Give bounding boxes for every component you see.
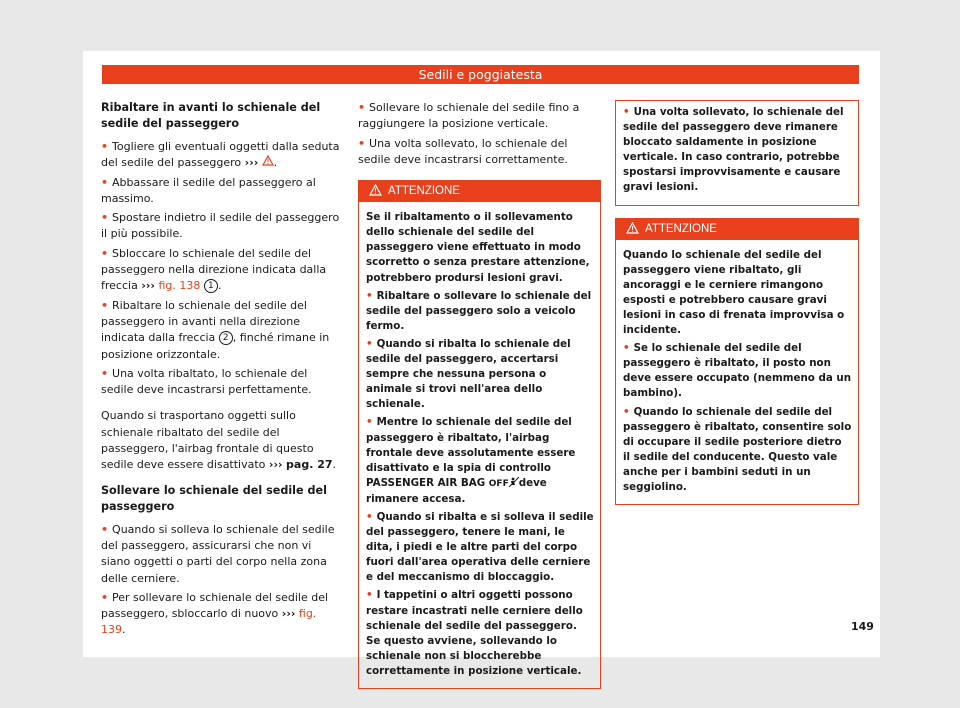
bullet-icon: • [101, 211, 109, 225]
warning-item: • Quando si ribalta lo schienale del sedile del passeggero, accertarsi sempre che nessuna persona o animale si trovi nell'area dello schienale. [366, 337, 571, 411]
warning-continuation-box [615, 100, 859, 206]
warning-item: • Una volta sollevato, lo schienale del sedile del passeggero deve rimanere bloccato saldamente in posizione verticale. In caso contrario, potrebbe spostarsi improvvisamente e causare gravi lesioni. [623, 106, 844, 194]
bullet-icon: • [366, 337, 373, 350]
reference-arrows-icon: ››› [141, 279, 155, 293]
note-paragraph: Quando si trasportano oggetti sullo schienale ribaltato del sedile del passeggero, l'airbag frontale di questo sedile deve essere disattivato ››› pag. 27. [101, 409, 337, 472]
warning-item: • Se lo schienale del sedile del passeggero è ribaltato, il posto non deve essere occupato (nemmeno da un bambino). [623, 342, 852, 400]
list-item: • Abbassare il sedile del passeggero al massimo. [101, 175, 316, 205]
section-header [102, 65, 859, 84]
warning-item: • Ribaltare o sollevare lo schienale del sedile del passeggero solo a veicolo fermo. [366, 289, 592, 332]
page-number: 149 [851, 620, 874, 633]
list-item: • Sollevare lo schienale del sedile fino a raggiungere la posizione verticale. [358, 101, 580, 131]
list-item: • Sbloccare lo schienale del sedile del passeggero nella direzione indicata dalla freccia ››› fig. 138 1 . [101, 246, 327, 293]
warning-header: ATTENZIONE [616, 219, 858, 240]
heading-raise: Sollevare lo schienale del sedile del passeggero [101, 483, 327, 513]
section-title: Sedili e poggiatesta [418, 67, 543, 82]
bullet-icon: • [101, 175, 109, 189]
figure-link[interactable]: fig. 138 [158, 279, 201, 293]
warning-triangle-icon [262, 155, 274, 166]
warning-intro: Se il ribaltamento o il sollevamento dello schienale del sedile del passeggero viene effettuato in modo scorretto o senza prestare attenzione, potrebbero prodursi lesioni gravi. [366, 211, 590, 284]
list-item: • Quando si solleva lo schienale del sedile del passeggero, assicurarsi che non vi siano oggetti o parti del corpo nella zona delle cerniere. [101, 522, 335, 585]
warning-intro: Quando lo schienale del sedile del passeggero viene ribaltato, gli ancoraggi e le cerniere rimangono esposti e potrebbero causare gravi lesioni in caso di frenata improvvisa o incidente. [623, 248, 845, 337]
column-3 [615, 100, 859, 505]
airbag-off-icon: OFF [489, 477, 519, 489]
bullet-icon: • [101, 140, 109, 153]
warning-triangle-icon [626, 222, 639, 234]
list-item: • Togliere gli eventuali oggetti dalla seduta del sedile del passeggero ››› . [101, 140, 340, 170]
bullet-icon: • [366, 289, 373, 302]
list-item: • Spostare indietro il sedile del passeggero il più possibile. [101, 211, 340, 241]
warning-item: • Mentre lo schienale del sedile del passeggero è ribaltato, l'airbag frontale deve assolutamente essere disattivato e la spia di controllo PASSENGER AIR BAG OFF deve rimanere accesa. [366, 416, 576, 505]
callout-number: 1 [204, 279, 218, 293]
bullet-icon: • [101, 590, 109, 604]
heading-fold-forward: Ribaltare in avanti lo schienale del sedile del passeggero [101, 101, 321, 130]
warning-box [615, 218, 859, 506]
reference-arrows-icon: ››› [281, 607, 296, 621]
figure-link[interactable]: fig. 139 [101, 607, 317, 637]
bullet-icon: • [358, 101, 366, 114]
bullet-icon: • [623, 405, 630, 418]
warning-box [358, 180, 601, 689]
bullet-icon: • [358, 136, 366, 150]
list-item: • Una volta ribaltato, lo schienale del sedile deve incastrarsi perfettamente. [101, 366, 312, 397]
column-1 [101, 100, 343, 642]
callout-number: 2 [219, 331, 233, 345]
bullet-icon: • [101, 522, 109, 536]
list-item: • Per sollevare lo schienale del sedile del passeggero, sbloccarlo di nuovo ››› fig. 139. [101, 590, 329, 637]
bullet-icon: • [366, 416, 373, 429]
bullet-icon: • [101, 366, 109, 380]
warning-item: • I tappetini o altri oggetti possono restare incastrati nelle cerniere dello schienale del sedile del passeggero. Se questo avviene, sollevando lo schienale non si bloccherebbe correttamente in posizione verticale. [366, 589, 583, 677]
column-2 [358, 100, 601, 689]
bullet-icon: • [101, 298, 109, 312]
warning-item: • Quando si ribalta e si solleva il sedile del passeggero, tenere le mani, le dita, i piedi e le altre parti del corpo fuori dall'area operativa delle cerniere e del meccanismo di bloccaggio. [366, 510, 594, 584]
bullet-icon: • [623, 106, 630, 118]
warning-triangle-icon [369, 184, 382, 196]
warning-header: ATTENZIONE [359, 181, 600, 202]
bullet-icon: • [101, 246, 109, 260]
list-item: • Una volta sollevato, lo schienale del sedile deve incastrarsi correttamente. [358, 136, 568, 166]
list-item: • Ribaltare lo schienale del sedile del passeggero in avanti nella direzione indicata dalla freccia 2 , finché rimane in posizione orizzontale. [101, 298, 330, 361]
reference-arrows-icon: ››› [244, 156, 259, 170]
warning-item: • Quando lo schienale del sedile del passeggero è ribaltato, consentire solo di occupare il sedile posteriore dietro il sedile del conducente. Questo vale anche per i bambini seduti in un seggiolino. [623, 405, 852, 493]
bullet-icon: • [623, 342, 630, 355]
bullet-icon: • [366, 510, 373, 523]
reference-arrows-icon: ››› [268, 458, 283, 472]
page-link[interactable]: pag. 27 [286, 458, 333, 472]
bullet-icon: • [366, 589, 373, 602]
